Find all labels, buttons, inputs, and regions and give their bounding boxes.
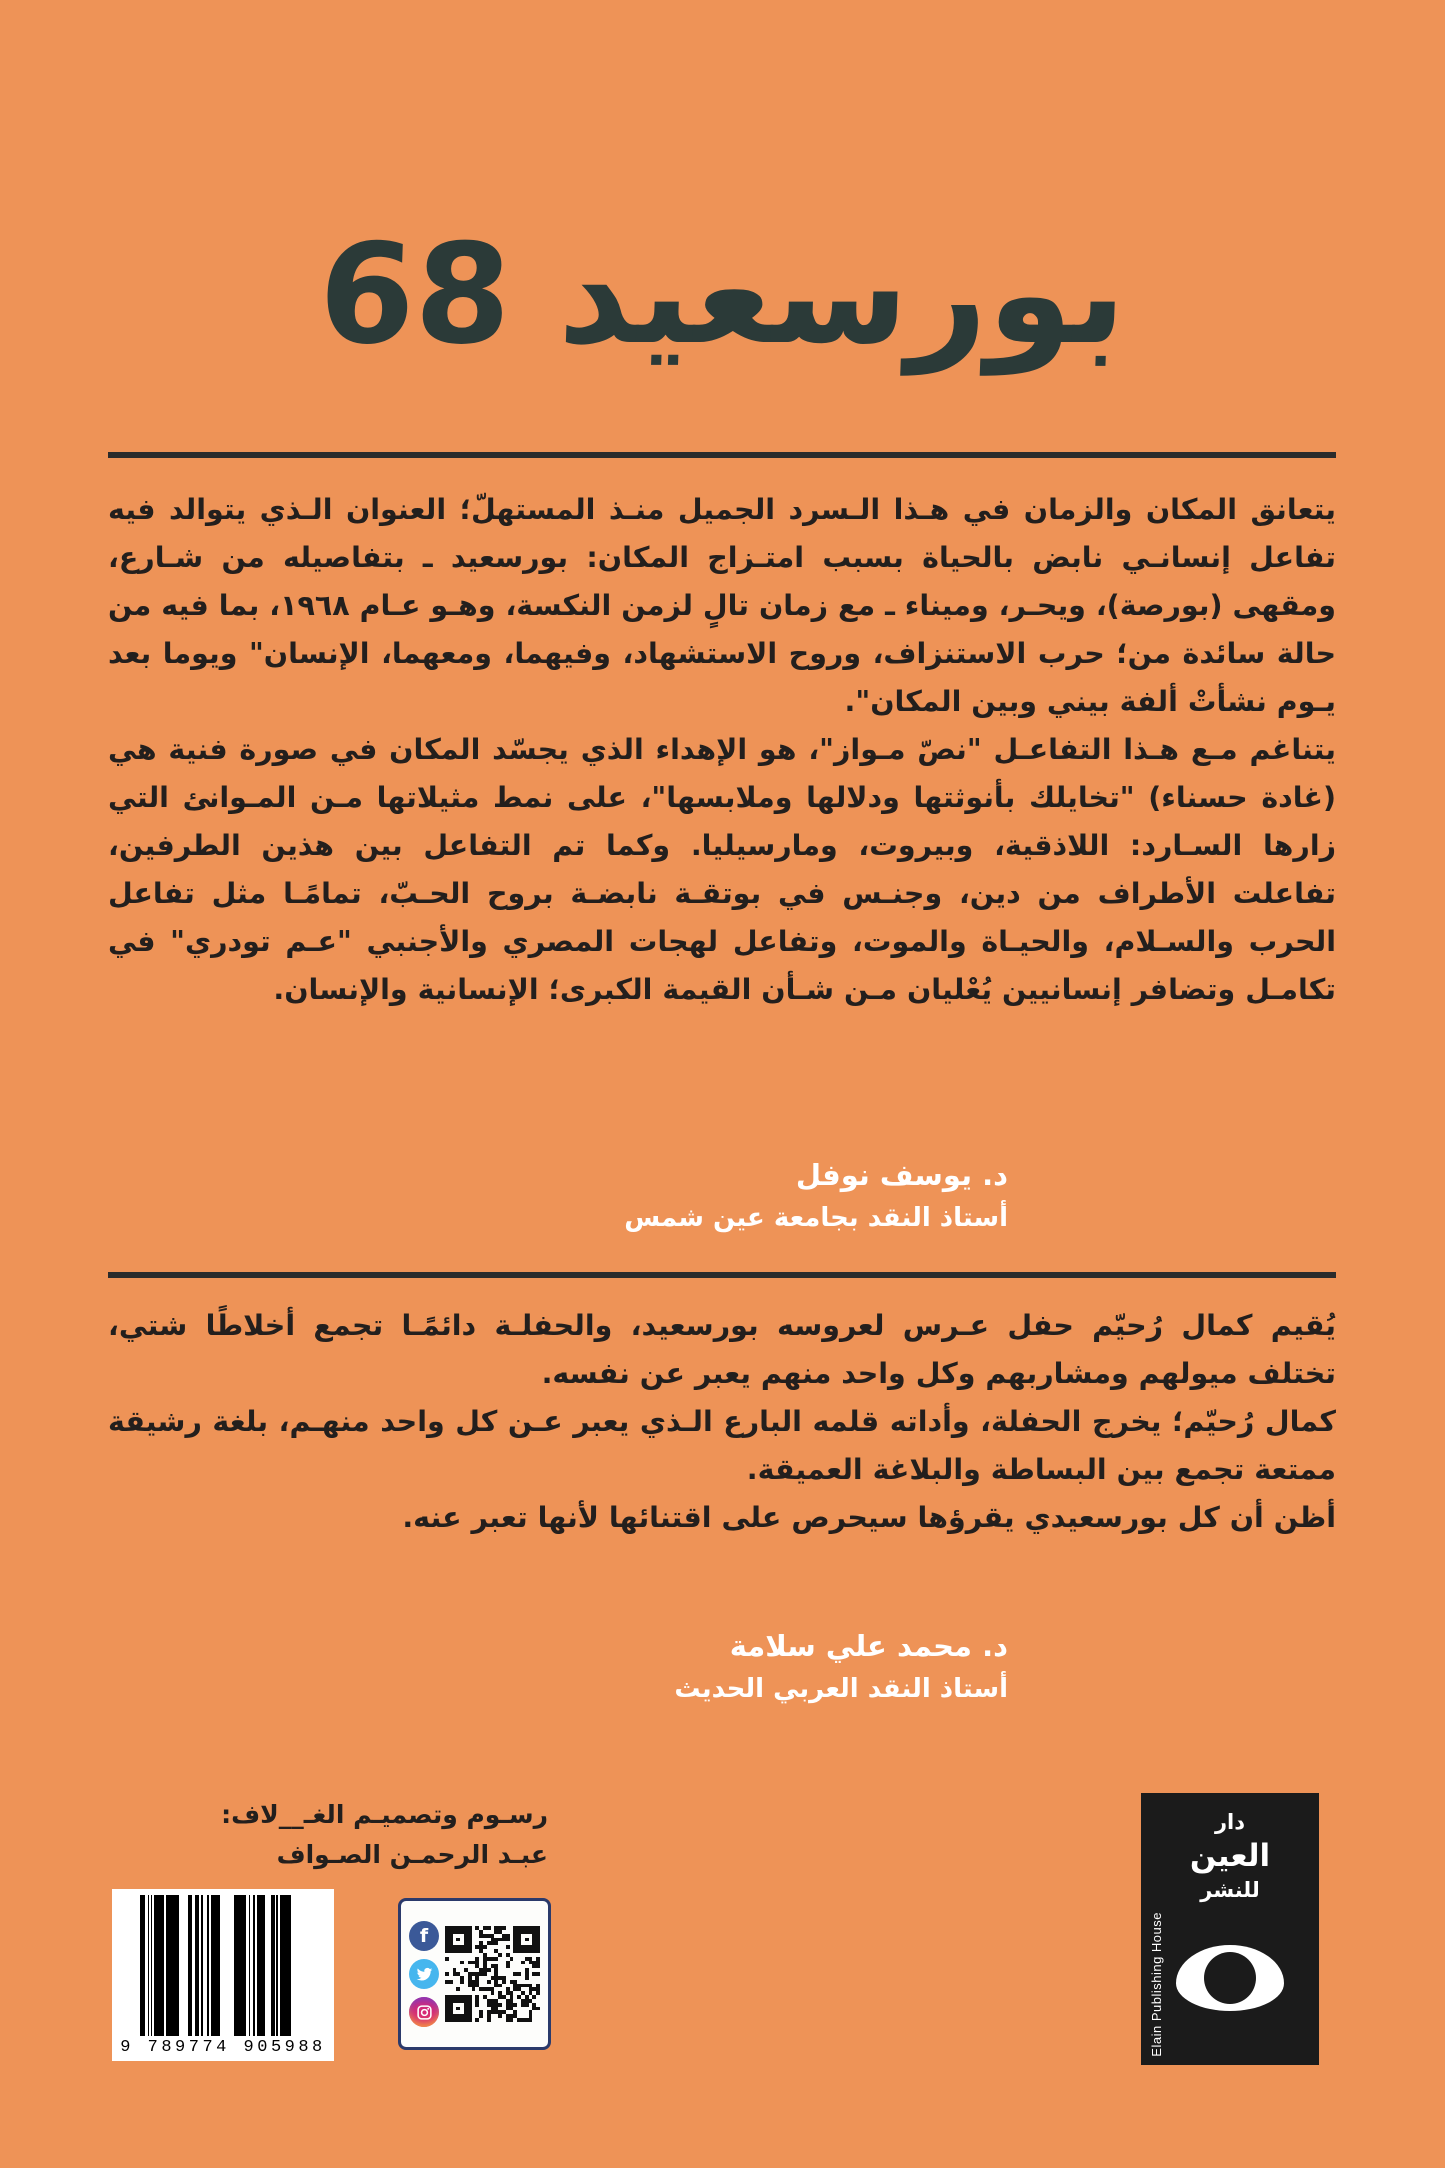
publisher-name-line3: للنشر bbox=[1200, 1878, 1260, 1902]
publisher-name-arabic bbox=[1190, 1805, 1270, 1907]
page-title: بورسعيد 68 bbox=[315, 214, 1130, 375]
blurb-paragraph: كمال رُحيّم؛ يخرج الحفلة، وأداته قلمه البارع الـذي يعبر عـن كل واحد منهـم، بلغة رشيقة ممتعة تجمع بين البساطة والبلاغة العميقة. bbox=[108, 1405, 1336, 1486]
blurb-paragraph: يُقيم كمال رُحيّم حفل عـرس لعروسه بورسعيد، والحفلـة دائمًـا تجمع أخلاطًا شتي، تختلف ميولهم ومشاربهم وكل واحد منهم يعبر عن نفسه. bbox=[108, 1309, 1336, 1390]
eye-icon bbox=[1176, 1945, 1284, 2011]
isbn-digits: 9 789774 905988 bbox=[120, 2038, 326, 2057]
social-icon-stack bbox=[409, 1921, 439, 2027]
blurb-paragraph: يتناغم مـع هـذا التفاعـل "نصّ مـواز"، هو الإهداء الذي يجسّد المكان في صورة فنية هي (غادة حسناء) "تخايلك بأنوثتها ودلالها وملابسها"، على نمط مثيلاتها مـن المـوانئ التي زارها السـارد: اللاذقية، وبيروت، ومارسيليا. وكما تم التفاعل بين هذين الطرفين، تفاعلت الأطراف من دين، وجنـس في بوتقـة نابضـة بروح الحـبّ، تمامًـا مثل تفاعل الحرب والسـلام، والحيـاة والموت، وتفاعل لهجات المصري والأجنبي "عـم تودري" في تكامـل وتضافر إنسانيين يُعْليان مـن شـأن القيمة الكبرى؛ الإنسانية والإنسان. bbox=[108, 733, 1336, 1006]
qr-code[interactable] bbox=[445, 1926, 540, 2022]
facebook-icon[interactable]: f bbox=[409, 1921, 439, 1951]
publisher-name-line2: العين bbox=[1189, 1838, 1271, 1874]
publisher-name-english: Elain Publishing House bbox=[1149, 1912, 1164, 2057]
attribution-two bbox=[108, 1624, 1008, 1710]
divider-top bbox=[108, 452, 1336, 458]
designer-credit-name: عبـد الرحمـن الصـواف bbox=[276, 1840, 548, 1869]
blurb-paragraph: أظن أن كل بورسعيدي يقرؤها سيحرص على اقتنائها لأنها تعبر عنه. bbox=[402, 1501, 1336, 1534]
cover-title-block bbox=[0, 200, 1445, 390]
cover-designer-credit bbox=[108, 1795, 548, 1875]
publisher-logo bbox=[1141, 1793, 1319, 2065]
blurb-section-one bbox=[108, 486, 1336, 1014]
attribution-role: أستاذ النقد العربي الحديث bbox=[674, 1674, 1008, 1704]
twitter-icon[interactable] bbox=[409, 1959, 439, 1989]
designer-credit-label: رسـوم وتصميـم الغـ__لاف: bbox=[221, 1800, 548, 1829]
attribution-one bbox=[108, 1153, 1008, 1239]
attribution-role: أستاذ النقد بجامعة عين شمس bbox=[624, 1203, 1008, 1233]
barcode-bars bbox=[120, 1895, 326, 2036]
attribution-name: د. محمد علي سلامة bbox=[729, 1629, 1008, 1663]
qr-social-card[interactable] bbox=[398, 1898, 551, 2050]
attribution-name: د. يوسف نوفل bbox=[795, 1158, 1008, 1192]
blurb-section-two bbox=[108, 1302, 1336, 1542]
isbn-barcode bbox=[112, 1889, 334, 2061]
instagram-icon[interactable] bbox=[409, 1997, 439, 2027]
publisher-name-line1: دار bbox=[1214, 1810, 1246, 1834]
divider-middle bbox=[108, 1272, 1336, 1278]
blurb-paragraph: يتعانق المكان والزمان في هـذا الـسرد الجميل منـذ المستهلّ؛ العنوان الـذي يتوالد فيه تفاعل إنسانـي نابض بالحياة بسبب امتـزاج المكان: بورسعيد ـ بتفاصيله من شـارع، ومقهى (بورصة)، ويحـر، وميناء ـ مع زمان تالٍ لزمن النكسة، وهـو عـام ١٩٦٨، بما فيه من حالة سائدة من؛ حرب الاستنزاف، وروح الاستشهاد، وفيهما، ومعهما، الإنسان" ويوما بعد يـوم نشأتْ ألفة بيني وبين المكان". bbox=[108, 493, 1336, 718]
